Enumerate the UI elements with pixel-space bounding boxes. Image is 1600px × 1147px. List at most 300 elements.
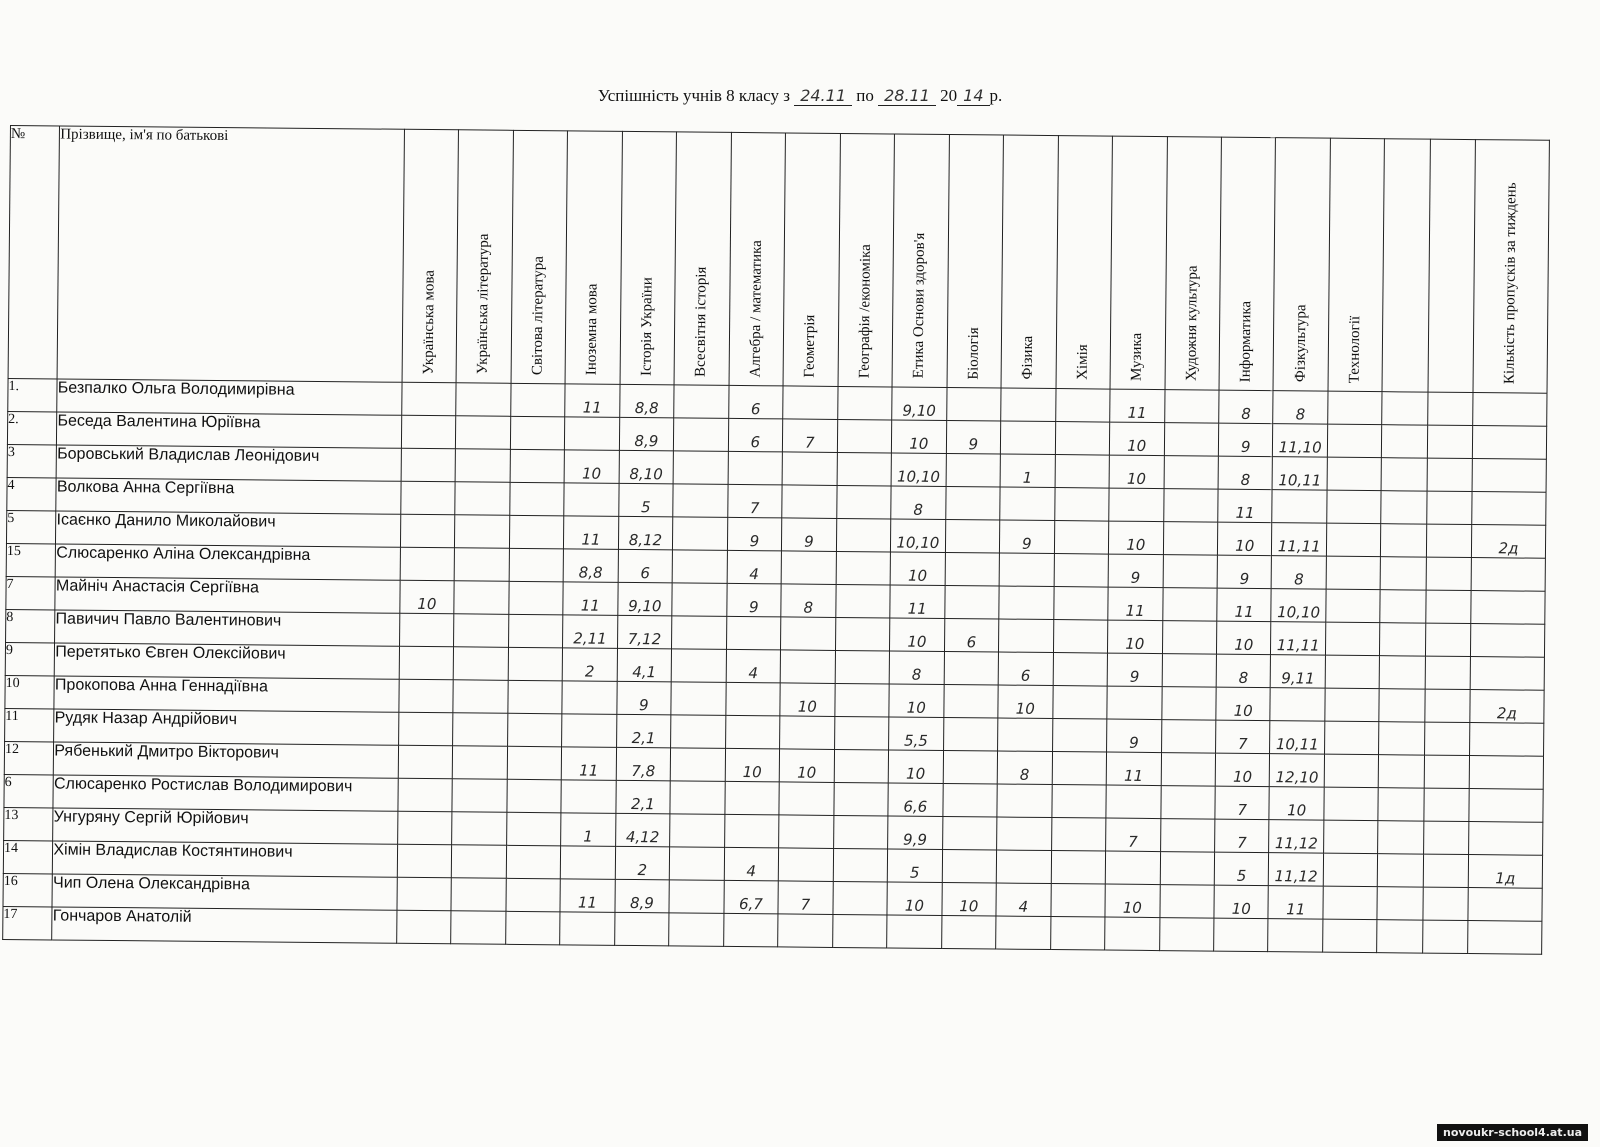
grade-cell: 11 [1108, 587, 1163, 621]
header-subject [1056, 136, 1113, 390]
row-number: 10 [5, 675, 55, 708]
grade-cell [671, 682, 726, 716]
grade-cell: 9,11 [1271, 655, 1326, 689]
grade-cell: 2 [562, 648, 617, 682]
grade-cell [1054, 554, 1109, 588]
grade-cell [455, 482, 510, 516]
grade-cell [1001, 388, 1056, 422]
grade-cell [945, 486, 1000, 520]
header-subject [402, 129, 459, 383]
grade-cell [1380, 623, 1426, 656]
grade-cell [999, 619, 1054, 653]
grade-cell [508, 614, 563, 648]
grade-cell [562, 681, 617, 715]
grade-cell [401, 382, 456, 416]
watermark: novoukr-school4.at.ua [1437, 1124, 1588, 1141]
grade-cell [1323, 886, 1378, 920]
grade-cell [1380, 656, 1426, 689]
grade-cell [452, 746, 507, 780]
grade-cell: 5 [887, 849, 942, 883]
page-title [0, 86, 1600, 106]
grade-cell [1164, 423, 1219, 457]
grade-cell [1379, 755, 1425, 788]
grade-cell [1160, 819, 1215, 853]
header-subject [838, 133, 895, 387]
grade-cell [1053, 653, 1108, 687]
grade-cell: 8,12 [618, 516, 673, 550]
row-number: 7 [6, 576, 56, 609]
grade-cell [1379, 722, 1425, 755]
grade-cell: 6 [728, 385, 783, 419]
grade-cell [942, 783, 997, 817]
header-name: Прізвище, ім'я по батькові [57, 126, 404, 382]
grade-cell: 4 [726, 649, 781, 683]
grade-cell [674, 418, 729, 452]
grade-cell [509, 482, 564, 516]
student-name: Унгуряну Сергій Юрійович [53, 808, 398, 844]
grade-cell: 11 [560, 879, 615, 913]
grade-cell [1160, 786, 1215, 820]
grade-cell [508, 647, 563, 681]
student-name: Хімін Владислав Костянтинович [53, 841, 398, 877]
grade-cell [1327, 457, 1382, 491]
grade-cell [1272, 490, 1327, 524]
grade-cell [832, 914, 887, 948]
grade-cell [887, 915, 942, 949]
title-mid: по [856, 86, 874, 105]
grade-cell: 6,7 [724, 880, 779, 914]
row-number: 13 [4, 807, 54, 840]
grade-cell [565, 417, 620, 451]
grade-cell [505, 911, 560, 945]
grade-cell [1053, 587, 1108, 621]
grade-cell [451, 911, 506, 945]
grade-cell [1382, 425, 1428, 458]
grade-cell: 1 [1000, 454, 1055, 488]
grade-cell [836, 551, 891, 585]
grade-cell [998, 718, 1053, 752]
grade-cell: 10 [780, 683, 835, 717]
grade-cell [507, 713, 562, 747]
grade-cell: 10 [1269, 787, 1324, 821]
grade-cell [782, 485, 837, 519]
grade-cell: 2 [615, 846, 670, 880]
grade-cell: 9 [1107, 653, 1162, 687]
grade-cell [673, 451, 728, 485]
grade-cell [1470, 624, 1544, 658]
grade-cell: 7 [727, 484, 782, 518]
grade-cell [999, 586, 1054, 620]
grade-cell: 10 [891, 420, 946, 454]
grade-cell [999, 553, 1054, 587]
header-subject [729, 132, 786, 386]
grade-cell: 10 [400, 580, 455, 614]
header-subject [892, 134, 949, 388]
grade-cell: 10,10 [1271, 589, 1326, 623]
grade-cell: 2,11 [563, 615, 618, 649]
grade-cell [834, 782, 889, 816]
grade-cell [941, 915, 996, 949]
grade-cell [671, 715, 726, 749]
grade-cell [1378, 854, 1424, 887]
grade-cell [1379, 689, 1425, 722]
grade-cell [669, 913, 724, 947]
grade-cell [1051, 851, 1106, 885]
grade-cell [1426, 557, 1472, 590]
grade-cell: 12,10 [1270, 754, 1325, 788]
grade-cell [509, 581, 564, 615]
grade-cell: 10 [1108, 620, 1163, 654]
grade-cell [833, 815, 888, 849]
grade-cell: 11,11 [1272, 523, 1327, 557]
grade-cell: 9 [1107, 719, 1162, 753]
student-name: Прокопова Анна Геннадіївна [54, 676, 399, 712]
header-subject-label: Музика [1128, 332, 1146, 381]
grade-cell: 6 [944, 618, 999, 652]
header-subject-label: Фізкультура [1292, 304, 1310, 383]
date-to: 28.11 [878, 86, 936, 106]
grade-cell [1378, 821, 1424, 854]
grade-cell [781, 551, 836, 585]
grade-cell [1470, 657, 1544, 691]
grade-cell: 11 [890, 585, 945, 619]
grade-cell: 11 [565, 384, 620, 418]
header-subject [1165, 137, 1222, 391]
grade-cell [1469, 789, 1543, 823]
header-subject-label: Технології [1346, 315, 1364, 383]
date-from: 24.11 [794, 86, 852, 106]
grade-cell: 1 [561, 813, 616, 847]
grade-cell [456, 416, 511, 450]
grade-cell [399, 646, 454, 680]
grade-cell: 11 [1217, 588, 1272, 622]
grade-cell [506, 878, 561, 912]
grade-cell [1326, 556, 1381, 590]
year-suffix: 14 [957, 86, 989, 106]
grade-cell: 11 [563, 582, 618, 616]
grade-cell: 7 [1216, 720, 1271, 754]
grade-cell [398, 745, 453, 779]
grade-cell [1381, 491, 1427, 524]
row-number: 14 [3, 840, 53, 873]
grade-cell: 11 [1110, 389, 1165, 423]
grade-cell [1000, 487, 1055, 521]
grade-cell [837, 419, 892, 453]
row-number: 5 [6, 510, 56, 543]
grade-cell: 8 [781, 584, 836, 618]
row-number: 9 [5, 642, 55, 675]
grade-cell [837, 452, 892, 486]
grade-cell [942, 816, 997, 850]
grade-cell [1426, 491, 1472, 524]
row-number: 3 [7, 444, 57, 477]
grade-cell [508, 680, 563, 714]
grade-cell [452, 779, 507, 813]
grade-cell: 10 [998, 685, 1053, 719]
grade-cell [1050, 917, 1105, 951]
grade-cell [1427, 392, 1473, 425]
grade-cell [614, 912, 669, 946]
grade-cell [510, 449, 565, 483]
grade-cell [834, 683, 889, 717]
grade-cell [1159, 918, 1214, 952]
header-subject [1219, 137, 1276, 391]
grade-cell [1468, 888, 1542, 922]
grade-cell: 7,12 [617, 615, 672, 649]
grade-cell [996, 850, 1051, 884]
header-subject-label: Іноземна мова [584, 283, 601, 376]
grade-cell [507, 746, 562, 780]
grade-cell [673, 484, 728, 518]
grade-cell [1055, 455, 1110, 489]
grade-cell [1161, 687, 1216, 721]
grade-cell [1055, 422, 1110, 456]
header-subject-label: Геометрія [801, 314, 819, 378]
grade-cell [943, 750, 998, 784]
grade-cell [453, 713, 508, 747]
grade-cell [1381, 557, 1427, 590]
grade-cell [397, 811, 452, 845]
grade-cell: 11 [561, 747, 616, 781]
grade-cell [1162, 588, 1217, 622]
header-subject-label: Українська мова [420, 269, 438, 375]
header-subject [1473, 140, 1550, 394]
grade-cell [672, 550, 727, 584]
grade-cell: 10 [779, 749, 834, 783]
grade-cell [1381, 524, 1427, 557]
header-subject [565, 131, 622, 385]
grade-cell [1163, 489, 1218, 523]
grade-cell: 8,9 [619, 417, 674, 451]
grade-cell: 10 [1109, 422, 1164, 456]
grade-cell: 9 [1217, 555, 1272, 589]
grade-cell [944, 585, 999, 619]
grade-cell: 10,11 [1270, 721, 1325, 755]
grade-cell [942, 849, 997, 883]
grade-cell [946, 388, 1001, 422]
grade-cell [1472, 492, 1546, 526]
grade-cell: 9 [727, 517, 782, 551]
grade-cell [1325, 655, 1380, 689]
grade-cell: 9 [782, 518, 837, 552]
grade-cell [835, 584, 890, 618]
student-name: Павичич Павло Валентинович [55, 610, 400, 646]
grade-cell [671, 649, 726, 683]
grade-cell: 9,10 [892, 387, 947, 421]
grade-cell [996, 916, 1051, 950]
grade-cell [1423, 854, 1469, 887]
header-subject-label: Біологія [965, 326, 982, 380]
grade-cell [562, 714, 617, 748]
grade-cell [1163, 522, 1218, 556]
grade-cell [507, 779, 562, 813]
grade-cell [1050, 884, 1105, 918]
grade-cell [1382, 458, 1428, 491]
grade-cell: 8 [891, 486, 946, 520]
grade-cell [1054, 521, 1109, 555]
grade-cell [835, 650, 890, 684]
grade-cell: 10 [889, 684, 944, 718]
grade-cell [783, 386, 838, 420]
grade-cell: 10 [1217, 522, 1272, 556]
grade-cell [1324, 820, 1379, 854]
grade-cell [778, 848, 833, 882]
header-subject [947, 135, 1004, 389]
grade-cell: 10 [890, 618, 945, 652]
grade-cell [1160, 852, 1215, 886]
grade-cell: 11 [1268, 886, 1323, 920]
grade-cell: 10 [1109, 455, 1164, 489]
student-name: Беседа Валентина Юріївна [57, 412, 402, 448]
grade-cell [454, 581, 509, 615]
header-subject-label: Світова література [529, 255, 547, 376]
grade-cell: 9,10 [617, 582, 672, 616]
grade-cell [1326, 523, 1381, 557]
row-number: 17 [3, 906, 53, 939]
grade-cell: 5 [618, 483, 673, 517]
grade-cell: 6 [618, 549, 673, 583]
grade-cell: 7 [1215, 786, 1270, 820]
grade-cell [455, 449, 510, 483]
grade-cell [669, 880, 724, 914]
header-subject-label: Алгебра / математика [747, 239, 765, 378]
grade-cell [560, 846, 615, 880]
grade-cell [1426, 524, 1472, 557]
grade-cell [1377, 887, 1423, 920]
grade-cell [725, 715, 780, 749]
header-subject-label: Українська література [475, 233, 493, 375]
grade-cell [1377, 920, 1423, 953]
grade-cell [837, 386, 892, 420]
grade-cell: 8,10 [619, 450, 674, 484]
row-number: 2. [7, 411, 57, 444]
grade-cell: 7 [1106, 818, 1161, 852]
grade-cell: 5 [1214, 852, 1269, 886]
grade-cell [835, 617, 890, 651]
grade-cell [779, 815, 834, 849]
grade-cell [1109, 488, 1164, 522]
grade-cell [453, 680, 508, 714]
grade-cell: 10,10 [891, 519, 946, 553]
student-name: Слюсаренко Аліна Олександрівна [56, 544, 401, 580]
grade-cell [780, 650, 835, 684]
grade-cell [1382, 392, 1428, 425]
grade-cell [1055, 389, 1110, 423]
header-num: № [8, 126, 60, 379]
grade-cell [453, 647, 508, 681]
grade-cell [1327, 490, 1382, 524]
grade-cell [725, 781, 780, 815]
grade-cell [670, 781, 725, 815]
grade-cell [1471, 591, 1545, 625]
header-subject-label: Кількість пропусків за тиждень [1501, 182, 1520, 385]
grade-cell [1105, 851, 1160, 885]
grade-cell: 10 [725, 748, 780, 782]
grade-cell [1159, 885, 1214, 919]
header-subject-label: Фізика [1019, 336, 1037, 380]
grade-cell [397, 844, 452, 878]
grade-cell [1053, 620, 1108, 654]
header-subject-label: Історія України [638, 277, 656, 377]
grade-cell: 10 [890, 552, 945, 586]
grade-cell [836, 485, 891, 519]
grade-cell: 10 [1215, 753, 1270, 787]
header-subject [1273, 138, 1330, 392]
grade-cell [401, 481, 456, 515]
grade-cell [1162, 654, 1217, 688]
row-number: 11 [5, 708, 55, 741]
row-number: 12 [4, 741, 54, 774]
grade-cell [1214, 918, 1269, 952]
grade-cell [455, 515, 510, 549]
grade-cell [1425, 590, 1471, 623]
grade-cell [782, 452, 837, 486]
grade-cell [834, 716, 889, 750]
grade-cell: 2д [1471, 525, 1545, 559]
grade-cell [726, 616, 781, 650]
grade-cell [728, 451, 783, 485]
grade-cell: 11,11 [1271, 622, 1326, 656]
year-prefix: 20 [940, 86, 958, 105]
grade-cell [672, 616, 727, 650]
student-name: Боровський Владислав Леонідович [56, 445, 401, 481]
grade-cell: 10 [1108, 521, 1163, 555]
row-number: 1. [8, 378, 58, 411]
grade-cell: 9 [946, 421, 1001, 455]
grade-cell [726, 682, 781, 716]
grade-cell: 8 [889, 651, 944, 685]
grade-cell [1424, 755, 1470, 788]
grade-cell [1469, 723, 1543, 757]
grade-cell [1427, 458, 1473, 491]
student-name: Ісаєнко Данило Миколайович [56, 511, 401, 547]
grade-cell [670, 748, 725, 782]
grade-cell: 9 [726, 583, 781, 617]
header-subject-label: Хімія [1074, 344, 1091, 381]
grade-cell [510, 383, 565, 417]
grade-cell [1423, 887, 1469, 920]
grade-cell [670, 814, 725, 848]
grade-cell: 9 [999, 520, 1054, 554]
header-subject [1428, 139, 1476, 392]
grade-cell: 7 [783, 419, 838, 453]
grade-cell [1424, 788, 1470, 821]
grade-cell [672, 583, 727, 617]
grade-cell [1325, 622, 1380, 656]
grade-cell: 10,10 [891, 453, 946, 487]
grade-cell [1163, 555, 1218, 589]
grade-cell [1326, 589, 1381, 623]
grade-cell [1000, 421, 1055, 455]
grade-cell [1106, 785, 1161, 819]
header-subject [511, 130, 568, 384]
grade-cell [1054, 488, 1109, 522]
table-body [3, 378, 1547, 954]
grade-cell [1107, 686, 1162, 720]
grade-cell [1161, 720, 1216, 754]
grade-cell: 7 [778, 881, 833, 915]
grade-cell: 11,10 [1273, 424, 1328, 458]
grade-cell [509, 515, 564, 549]
grade-cell: 10 [888, 750, 943, 784]
row-number: 4 [7, 477, 57, 510]
grade-cell [1268, 919, 1323, 953]
grade-cell [454, 614, 509, 648]
grade-cell: 8 [1219, 390, 1274, 424]
grade-cell [1469, 756, 1543, 790]
grade-cell: 4 [727, 550, 782, 584]
header-subject [1328, 138, 1385, 392]
